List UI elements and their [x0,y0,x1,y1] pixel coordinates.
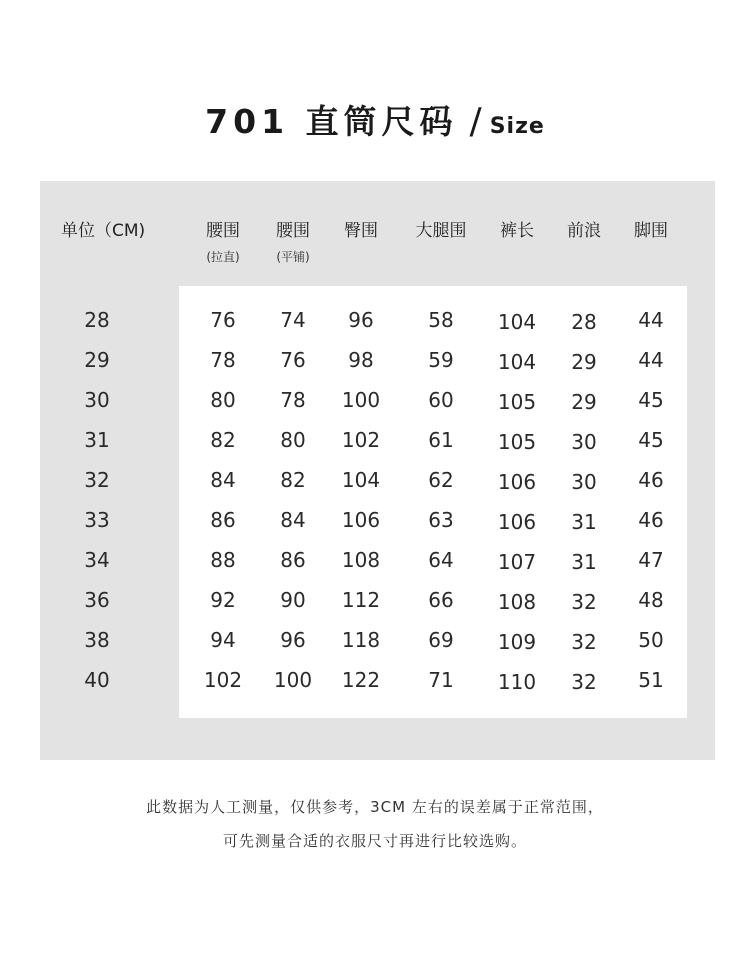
table-cell: 45 [638,388,664,412]
table-cell: 28 [571,310,597,334]
table-cell: 29 [571,350,597,374]
table-cell: 76 [280,348,306,372]
size-label: 30 [84,388,110,412]
table-cell: 108 [497,590,537,614]
table-cell: 46 [638,508,664,532]
table-cell: 76 [210,308,236,332]
table-cell: 71 [428,668,454,692]
table-cell: 31 [571,510,597,534]
unit-label: 单位（CM) [61,221,146,241]
table-cell: 105 [497,390,537,414]
table-cell: 122 [341,668,381,692]
table-cell: 50 [638,628,664,652]
size-label: 40 [84,668,110,692]
size-label: 31 [84,428,110,452]
table-cell: 106 [497,510,537,534]
table-cell: 109 [497,630,537,654]
column-header: 裤长 [500,221,534,241]
table-cell: 108 [341,548,381,572]
size-label: 34 [84,548,110,572]
column-header: 前浪 [567,221,601,241]
column-header: 臀围 [344,221,378,241]
table-cell: 92 [210,588,236,612]
size-label: 32 [84,468,110,492]
table-cell: 62 [428,468,454,492]
size-label: 29 [84,348,110,372]
table-cell: 80 [210,388,236,412]
title-main: 701 直筒尺码 [205,102,458,141]
table-cell: 69 [428,628,454,652]
column-header-sub: (平铺) [276,250,310,264]
table-cell: 80 [280,428,306,452]
size-label: 28 [84,308,110,332]
table-cell: 107 [497,550,537,574]
table-cell: 30 [571,430,597,454]
title-sub: Size [489,114,545,139]
table-cell: 31 [571,550,597,574]
table-cell: 64 [428,548,454,572]
table-cell: 32 [571,670,597,694]
table-cell: 90 [280,588,306,612]
table-cell: 46 [638,468,664,492]
table-cell: 29 [571,390,597,414]
table-cell: 88 [210,548,236,572]
table-cell: 100 [273,668,313,692]
table-cell: 51 [638,668,664,692]
table-cell: 44 [638,348,664,372]
table-cell: 110 [497,670,537,694]
column-header: 腰围 [206,221,240,241]
table-cell: 104 [497,350,537,374]
table-cell: 47 [638,548,664,572]
table-cell: 104 [341,468,381,492]
table-cell: 78 [280,388,306,412]
table-cell: 74 [280,308,306,332]
table-cell: 45 [638,428,664,452]
table-cell: 44 [638,308,664,332]
table-cell: 112 [341,588,381,612]
table-cell: 96 [280,628,306,652]
table-cell: 48 [638,588,664,612]
table-cell: 84 [210,468,236,492]
table-cell: 105 [497,430,537,454]
table-cell: 58 [428,308,454,332]
table-cell: 96 [348,308,374,332]
table-cell: 102 [341,428,381,452]
table-cell: 60 [428,388,454,412]
size-label: 38 [84,628,110,652]
page-title [0,96,750,143]
column-header: 脚围 [634,221,668,241]
table-cell: 100 [341,388,381,412]
table-cell: 30 [571,470,597,494]
column-header: 腰围 [276,221,310,241]
table-cell: 84 [280,508,306,532]
table-cell: 32 [571,590,597,614]
table-cell: 98 [348,348,374,372]
table-cell: 118 [341,628,381,652]
table-cell: 104 [497,310,537,334]
table-cell: 102 [203,668,243,692]
title-slash: / [469,101,482,142]
column-header: 大腿围 [415,221,467,241]
table-cell: 106 [341,508,381,532]
table-cell: 61 [428,428,454,452]
table-cell: 86 [280,548,306,572]
table-cell: 82 [280,468,306,492]
note-line-2: 可先测量合适的衣服尺寸再进行比较选购。 [222,832,527,850]
table-cell: 32 [571,630,597,654]
size-label: 36 [84,588,110,612]
column-header-sub: (拉直) [206,250,240,264]
table-cell: 78 [210,348,236,372]
note-line-1: 此数据为人工测量，仅供参考，3CM 左右的误差属于正常范围， [146,798,604,816]
table-cell: 63 [428,508,454,532]
table-cell: 59 [428,348,454,372]
table-cell: 94 [210,628,236,652]
size-label: 33 [84,508,110,532]
table-cell: 66 [428,588,454,612]
table-cell: 86 [210,508,236,532]
table-cell: 106 [497,470,537,494]
table-cell: 82 [210,428,236,452]
